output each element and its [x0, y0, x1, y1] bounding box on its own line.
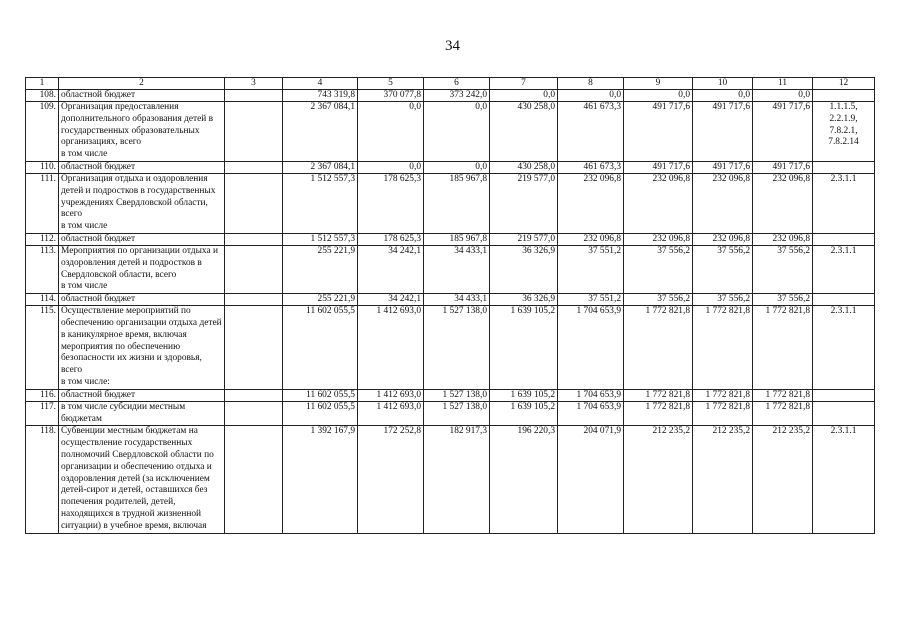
table-row: [26, 161, 875, 173]
row-number: 115.: [26, 306, 59, 390]
column-header: 6: [424, 78, 490, 90]
value-cell: 11 602 055,5: [283, 389, 358, 401]
row-name: Организация предоставления дополнительного образования детей в государственных образовательных организациях, всего в том числе: [59, 102, 225, 162]
row-number: 116.: [26, 389, 59, 401]
value-cell: 1 527 138,0: [424, 401, 490, 426]
cell-col3: [225, 294, 283, 306]
value-cell: 232 096,8: [558, 233, 624, 245]
value-cell: 491 717,6: [624, 161, 693, 173]
value-cell: 0,0: [424, 161, 490, 173]
value-cell: 1 772 821,8: [693, 389, 753, 401]
value-cell: 1 704 653,9: [558, 401, 624, 426]
value-cell: 232 096,8: [624, 173, 693, 233]
value-cell: 491 717,6: [753, 161, 813, 173]
value-cell: 37 556,2: [693, 294, 753, 306]
value-cell: 185 967,8: [424, 233, 490, 245]
value-cell: 232 096,8: [753, 233, 813, 245]
value-cell: 743 319,8: [283, 90, 358, 102]
column-header: 11: [753, 78, 813, 90]
header-row: [26, 78, 875, 90]
value-cell: 430 258,0: [490, 102, 558, 162]
value-cell: 34 242,1: [358, 245, 424, 293]
value-cell: 1 772 821,8: [624, 389, 693, 401]
value-cell: 37 556,2: [753, 294, 813, 306]
column-header: 2: [59, 78, 225, 90]
target-code: 2.3.1.1: [813, 306, 875, 390]
value-cell: 34 433,1: [424, 294, 490, 306]
cell-col3: [225, 306, 283, 390]
table-row: [26, 306, 875, 390]
value-cell: 0,0: [490, 90, 558, 102]
value-cell: 2 367 084,1: [283, 161, 358, 173]
value-cell: 461 673,3: [558, 102, 624, 162]
column-header: 9: [624, 78, 693, 90]
value-cell: 178 625,3: [358, 233, 424, 245]
row-name: областной бюджет: [59, 161, 225, 173]
value-cell: 219 577,0: [490, 233, 558, 245]
row-number: 111.: [26, 173, 59, 233]
table-row: [26, 90, 875, 102]
table-row: [26, 294, 875, 306]
value-cell: 491 717,6: [753, 102, 813, 162]
column-header: 10: [693, 78, 753, 90]
cell-col3: [225, 426, 283, 533]
row-number: 112.: [26, 233, 59, 245]
value-cell: 34 242,1: [358, 294, 424, 306]
column-header: 7: [490, 78, 558, 90]
value-cell: 36 326,9: [490, 294, 558, 306]
value-cell: 0,0: [358, 102, 424, 162]
target-code: [813, 401, 875, 426]
value-cell: 491 717,6: [624, 102, 693, 162]
target-code: 1.1.1.5, 2.2.1.9, 7.8.2.1, 7.8.2.14: [813, 102, 875, 162]
column-header: 1: [26, 78, 59, 90]
column-header: 5: [358, 78, 424, 90]
value-cell: 1 639 105,2: [490, 401, 558, 426]
value-cell: 370 077,8: [358, 90, 424, 102]
value-cell: 1 527 138,0: [424, 306, 490, 390]
value-cell: 37 551,2: [558, 245, 624, 293]
value-cell: 34 433,1: [424, 245, 490, 293]
value-cell: 1 412 693,0: [358, 306, 424, 390]
target-code: 2.3.1.1: [813, 426, 875, 533]
row-name: Осуществление мероприятий по обеспечению организации отдыха детей в каникулярное время, включая мероприятия по обеспечению безопасности их жизни и здоровья, всего в том числе:: [59, 306, 225, 390]
value-cell: 255 221,9: [283, 245, 358, 293]
value-cell: 232 096,8: [753, 173, 813, 233]
value-cell: 0,0: [753, 90, 813, 102]
row-number: 109.: [26, 102, 59, 162]
cell-col3: [225, 389, 283, 401]
value-cell: 232 096,8: [693, 233, 753, 245]
table-body: [26, 90, 875, 534]
value-cell: 1 772 821,8: [753, 389, 813, 401]
value-cell: 2 367 084,1: [283, 102, 358, 162]
value-cell: 219 577,0: [490, 173, 558, 233]
target-code: [813, 90, 875, 102]
value-cell: 182 917,3: [424, 426, 490, 533]
value-cell: 0,0: [558, 90, 624, 102]
value-cell: 172 252,8: [358, 426, 424, 533]
value-cell: 1 392 167,9: [283, 426, 358, 533]
value-cell: 1 412 693,0: [358, 401, 424, 426]
value-cell: 212 235,2: [693, 426, 753, 533]
value-cell: 1 772 821,8: [624, 306, 693, 390]
value-cell: 430 258,0: [490, 161, 558, 173]
target-code: [813, 233, 875, 245]
target-code: 2.3.1.1: [813, 173, 875, 233]
table-row: [26, 233, 875, 245]
value-cell: 37 556,2: [753, 245, 813, 293]
value-cell: 37 556,2: [693, 245, 753, 293]
row-number: 113.: [26, 245, 59, 293]
table-row: [26, 389, 875, 401]
value-cell: 1 772 821,8: [753, 306, 813, 390]
row-number: 118.: [26, 426, 59, 533]
budget-table: [25, 77, 875, 534]
cell-col3: [225, 401, 283, 426]
target-code: [813, 161, 875, 173]
value-cell: 196 220,3: [490, 426, 558, 533]
row-name: областной бюджет: [59, 90, 225, 102]
table-row: [26, 426, 875, 533]
value-cell: 491 717,6: [693, 161, 753, 173]
value-cell: 1 512 557,3: [283, 233, 358, 245]
value-cell: 0,0: [424, 102, 490, 162]
row-number: 117.: [26, 401, 59, 426]
row-name: Организация отдыха и оздоровления детей и подростков в государственных учреждениях Свердловской области, всего в том числе: [59, 173, 225, 233]
cell-col3: [225, 233, 283, 245]
page-number: 34: [445, 38, 460, 54]
value-cell: 204 071,9: [558, 426, 624, 533]
value-cell: 1 639 105,2: [490, 389, 558, 401]
value-cell: 461 673,3: [558, 161, 624, 173]
column-header: 4: [283, 78, 358, 90]
value-cell: 232 096,8: [693, 173, 753, 233]
table-row: [26, 401, 875, 426]
table-row: [26, 173, 875, 233]
value-cell: 232 096,8: [558, 173, 624, 233]
row-name: областной бюджет: [59, 294, 225, 306]
value-cell: 178 625,3: [358, 173, 424, 233]
column-header: 8: [558, 78, 624, 90]
target-code: [813, 294, 875, 306]
row-name: в том числе субсидии местным бюджетам: [59, 401, 225, 426]
row-name: Мероприятия по организации отдыха и оздоровления детей и подростков в Свердловской области, всего в том числе: [59, 245, 225, 293]
column-header: 12: [813, 78, 875, 90]
value-cell: 1 639 105,2: [490, 306, 558, 390]
row-number: 114.: [26, 294, 59, 306]
value-cell: 37 551,2: [558, 294, 624, 306]
value-cell: 1 772 821,8: [693, 306, 753, 390]
value-cell: 1 704 653,9: [558, 306, 624, 390]
row-number: 110.: [26, 161, 59, 173]
value-cell: 0,0: [693, 90, 753, 102]
value-cell: 1 512 557,3: [283, 173, 358, 233]
value-cell: 1 772 821,8: [753, 401, 813, 426]
value-cell: 11 602 055,5: [283, 401, 358, 426]
value-cell: 11 602 055,5: [283, 306, 358, 390]
value-cell: 1 772 821,8: [693, 401, 753, 426]
value-cell: 255 221,9: [283, 294, 358, 306]
value-cell: 37 556,2: [624, 294, 693, 306]
target-code: [813, 389, 875, 401]
table-row: [26, 245, 875, 293]
value-cell: 37 556,2: [624, 245, 693, 293]
value-cell: 1 772 821,8: [624, 401, 693, 426]
column-header: 3: [225, 78, 283, 90]
value-cell: 491 717,6: [693, 102, 753, 162]
value-cell: 1 527 138,0: [424, 389, 490, 401]
cell-col3: [225, 102, 283, 162]
target-code: 2.3.1.1: [813, 245, 875, 293]
cell-col3: [225, 245, 283, 293]
value-cell: 212 235,2: [624, 426, 693, 533]
table-row: [26, 102, 875, 162]
row-number: 108.: [26, 90, 59, 102]
value-cell: 212 235,2: [753, 426, 813, 533]
value-cell: 1 704 653,9: [558, 389, 624, 401]
row-name: Субвенции местным бюджетам на осуществление государственных полномочий Свердловской области по организации и обеспечению отдыха и оздоровления детей (за исключением детей-сирот и детей, оставшихся без попечения родителей, детей, находящихся в трудной жизненной ситуации) в учебное время, включая: [59, 426, 225, 533]
cell-col3: [225, 161, 283, 173]
value-cell: 373 242,0: [424, 90, 490, 102]
value-cell: 232 096,8: [624, 233, 693, 245]
row-name: областной бюджет: [59, 389, 225, 401]
value-cell: 1 412 693,0: [358, 389, 424, 401]
cell-col3: [225, 90, 283, 102]
value-cell: 185 967,8: [424, 173, 490, 233]
value-cell: 36 326,9: [490, 245, 558, 293]
value-cell: 0,0: [358, 161, 424, 173]
row-name: областной бюджет: [59, 233, 225, 245]
value-cell: 0,0: [624, 90, 693, 102]
cell-col3: [225, 173, 283, 233]
